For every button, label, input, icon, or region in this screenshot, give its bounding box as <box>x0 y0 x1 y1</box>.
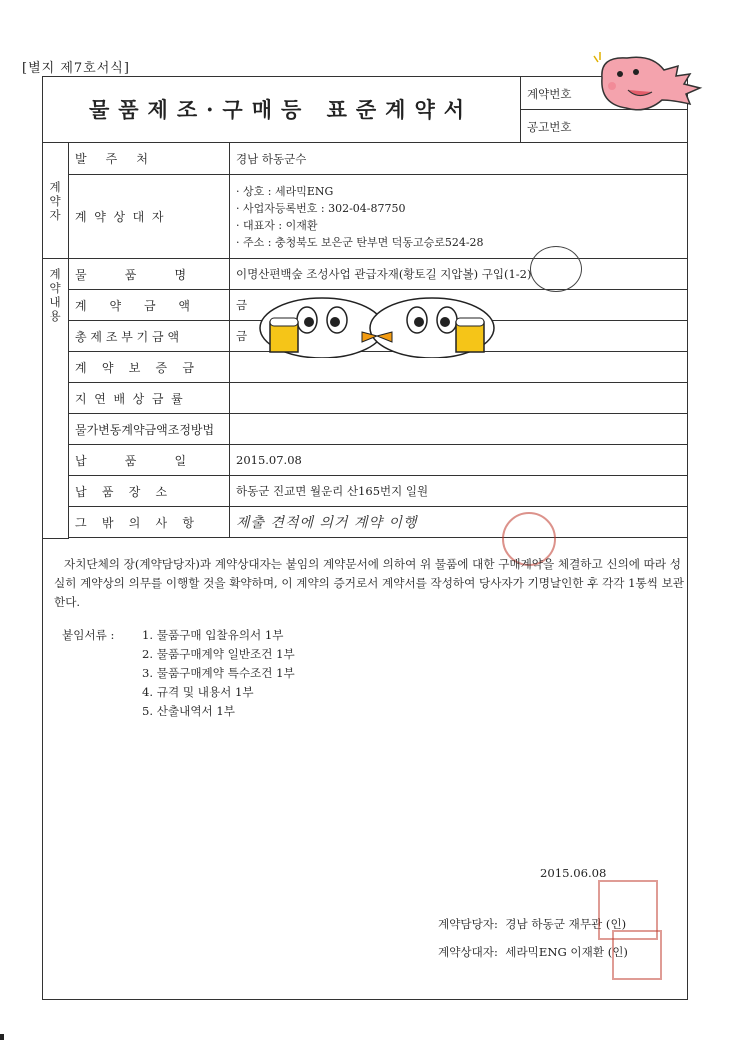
orderer-label: 발 주 처 <box>69 143 230 175</box>
item-name-label: 물 품 명 <box>69 259 230 290</box>
signature-date: 2015.06.08 <box>540 866 607 880</box>
deposit-label: 계 약 보 증 금 <box>69 352 230 383</box>
notice-number-label: 공고번호 <box>527 120 572 134</box>
handwritten-circle-mark <box>530 246 582 292</box>
item-name-value: 이명산편백숲 조성사업 관급자재(황토길 지압볼) 구입(1-2) <box>230 259 689 290</box>
total-amount-label: 총 제 조 부 기 금 액 <box>69 321 230 352</box>
counterparty-representative: · 대표자 : 이재환 <box>236 218 318 232</box>
counterparty-company: · 상호 : 세라믹ENG <box>236 184 334 198</box>
counterparty-business-number: · 사업자등록번호 : 302-04-87750 <box>236 201 406 215</box>
delivery-date-value: 2015.07.08 <box>230 445 689 476</box>
contract-amount-value: 금 <box>230 290 689 321</box>
attachment-heading: 붙임서류 : <box>62 628 115 642</box>
contract-statement: 자치단체의 장(계약담당자)과 계약상대자는 붙임의 계약문서에 의하여 위 물품에 대한 구매계약을 체결하고 신의에 따라 성실히 계약상의 의무를 이행할 것을 확약하며, 이 계약의 증거로서 계약서를 작성하여 당사자가 기명날인한 후 각각 1통씩 보관한다. <box>54 557 685 609</box>
scan-mark <box>0 1034 4 1040</box>
delay-rate-value <box>230 383 689 414</box>
orderer-value: 경남 하동군수 <box>230 143 689 175</box>
section-contract-content: 계 약 내 용 <box>42 259 69 539</box>
company-seal-stamp <box>612 930 662 980</box>
attachment-item-4: 4. 규격 및 내용서 1부 <box>142 685 254 699</box>
delay-rate-label: 지 연 배 상 금 률 <box>69 383 230 414</box>
counterparty-info <box>230 175 689 259</box>
attachment-item-3: 3. 물품구매계약 특수조건 1부 <box>142 666 295 680</box>
price-adjust-value <box>230 414 689 445</box>
price-adjust-label: 물가변동계약금액조정방법 <box>69 414 230 445</box>
counterparty-address: · 주소 : 충청북도 보은군 탄부면 덕동고승로524-28 <box>236 235 484 249</box>
delivery-date-label: 납 품 일 <box>69 445 230 476</box>
attachment-item-1: 1. 물품구매 입찰유의서 1부 <box>142 628 284 642</box>
attachment-list <box>62 626 295 721</box>
cartoon-beer-sticker <box>252 292 502 358</box>
officer-signature-line: 계약담당자: 경남 하동군 재무관 (인) <box>438 917 627 931</box>
section-contractor: 계 약 자 <box>42 143 69 259</box>
other-terms-label: 그 밖 의 사 항 <box>69 507 230 538</box>
counterpart-signature-line: 계약상대자: 세라믹ENG 이재환 (인) <box>438 945 628 959</box>
delivery-place-value: 하동군 진교면 월운리 산165번지 일원 <box>230 476 689 507</box>
pink-dinosaur-sticker <box>582 48 712 120</box>
delivery-place-label: 납 품 장 소 <box>69 476 230 507</box>
attachment-item-2: 2. 물품구매계약 일반조건 1부 <box>142 647 295 661</box>
counterparty-label: 계 약 상 대 자 <box>69 175 230 259</box>
form-number-tag: [별지 제7호서식] <box>22 61 130 76</box>
other-terms-value: 제출 견적에 의거 계약 이행 <box>230 507 689 538</box>
contract-number-label: 계약번호 <box>527 87 572 101</box>
attachment-item-5: 5. 산출내역서 1부 <box>142 704 236 718</box>
contract-amount-label: 계 약 금 액 <box>69 290 230 321</box>
document-title: 물품제조·구매등 표준계약서 <box>42 76 521 142</box>
total-amount-value: 금 <box>230 321 689 352</box>
